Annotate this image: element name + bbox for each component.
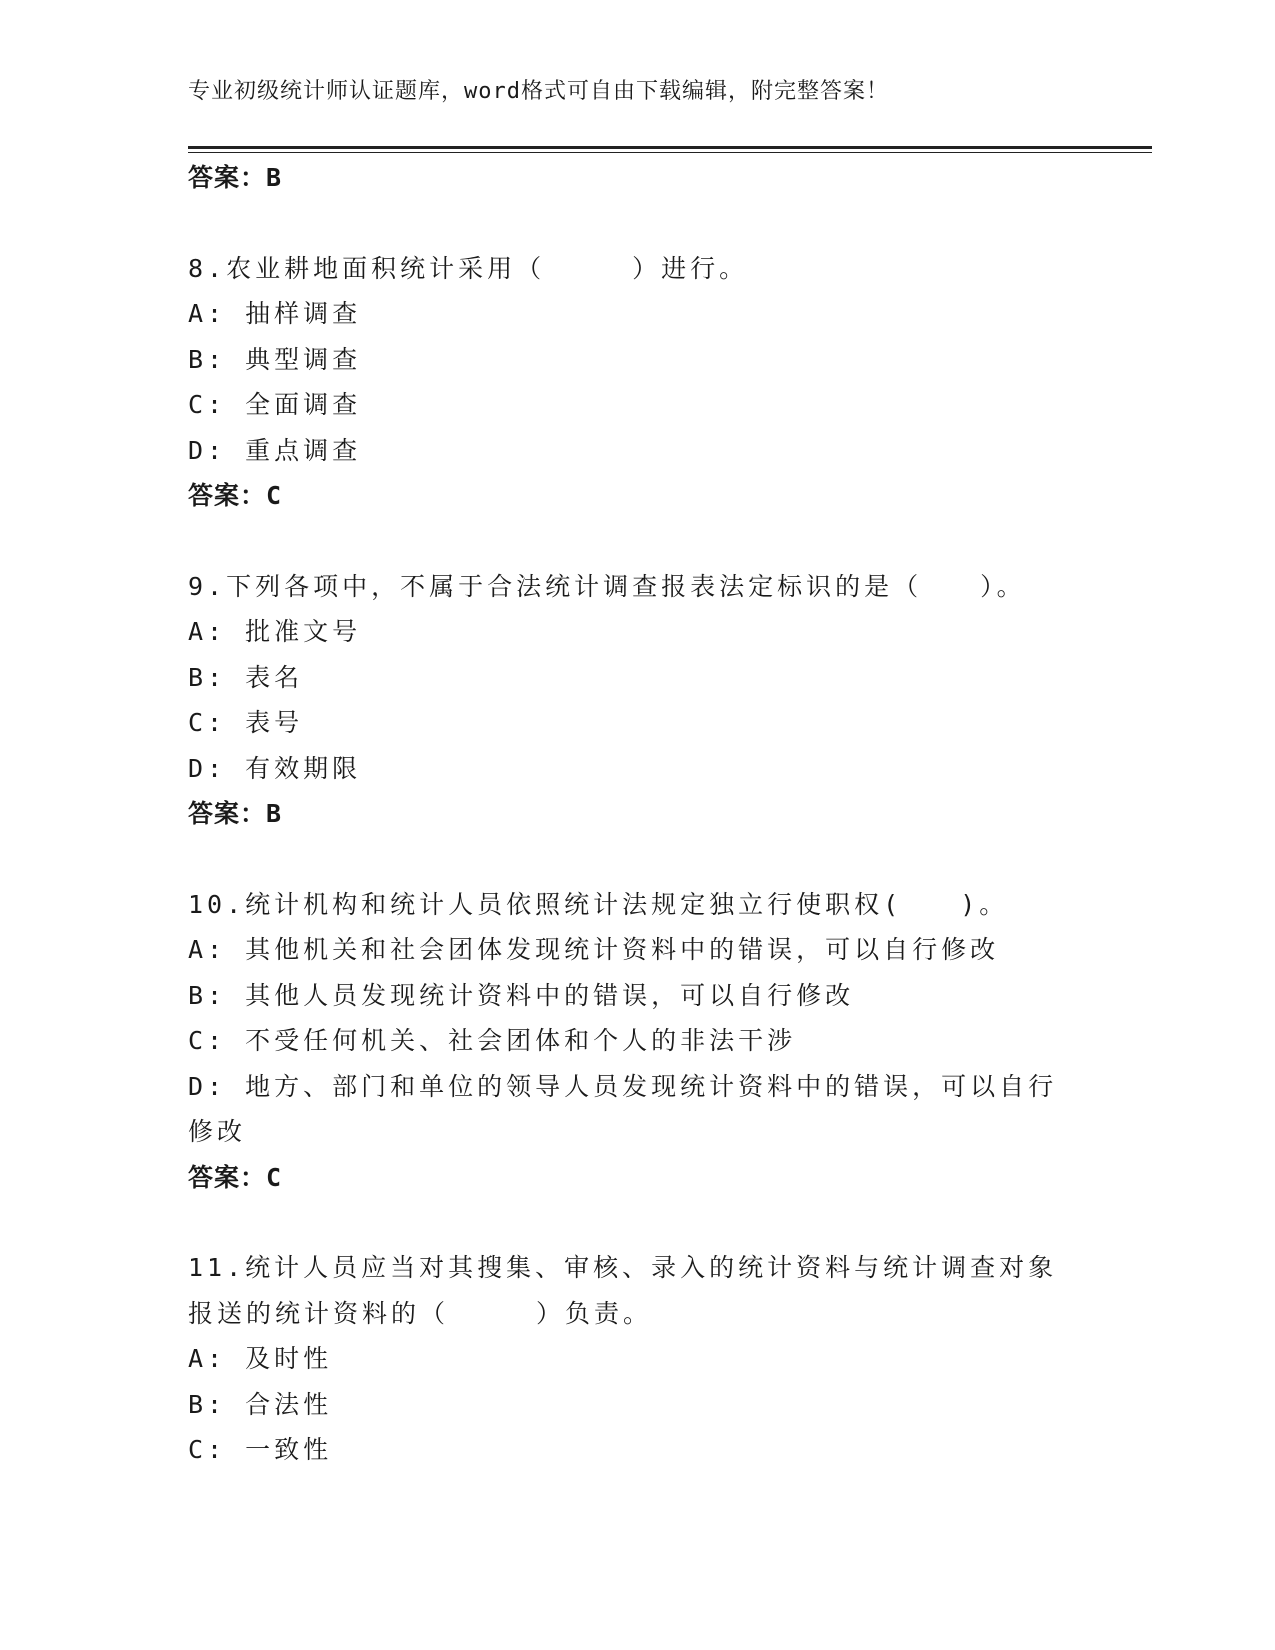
header-rule-thin (188, 152, 1152, 153)
header-rule-thick (188, 146, 1152, 149)
answer-prev: 答案：B (188, 163, 283, 192)
page-header: 专业初级统计师认证题库，word格式可自由下载编辑，附完整答案！ (188, 79, 889, 104)
question-8-answer: 答案：C (188, 481, 283, 510)
question-8-option-c: C: 全面调查 (188, 390, 362, 419)
question-9-option-a: A: 批准文号 (188, 617, 362, 646)
question-11-option-a: A: 及时性 (188, 1344, 333, 1373)
question-9-option-d: D: 有效期限 (188, 753, 362, 783)
question-11-option-b: B: 合法性 (188, 1389, 333, 1419)
question-10-option-c: C: 不受任何机关、社会团体和个人的非法干涉 (188, 1026, 797, 1055)
question-9-option-c: C: 表号 (188, 708, 304, 737)
question-10-option-d: D: 地方、部门和单位的领导人员发现统计资料中的错误，可以自行修改 (188, 1071, 1058, 1146)
question-9-answer: 答案：B (188, 799, 283, 828)
question-10-option-a: A: 其他机关和社会团体发现统计资料中的错误，可以自行修改 (188, 935, 1000, 964)
question-10-stem: 10.统计机构和统计人员依照统计法规定独立行使职权( )。 (188, 889, 1009, 919)
question-content (188, 155, 1078, 1473)
question-9-option-b: B: 表名 (188, 662, 304, 692)
question-11-option-c: C: 一致性 (188, 1435, 333, 1464)
question-8-option-d: D: 重点调查 (188, 435, 362, 465)
question-9-stem: 9.下列各项中，不属于合法统计调查报表法定标识的是（ ）。 (188, 571, 1026, 601)
question-10-option-b: B: 其他人员发现统计资料中的错误，可以自行修改 (188, 980, 855, 1010)
question-10-answer: 答案：C (188, 1162, 283, 1192)
question-8-stem: 8.农业耕地面积统计采用（ ）进行。 (188, 253, 749, 283)
question-11-stem: 11.统计人员应当对其搜集、审核、录入的统计资料与统计调查对象报送的统计资料的（ ）负责。 (188, 1253, 1058, 1328)
question-8-option-a: A: 抽样调查 (188, 299, 362, 328)
question-8-option-b: B: 典型调查 (188, 344, 362, 374)
